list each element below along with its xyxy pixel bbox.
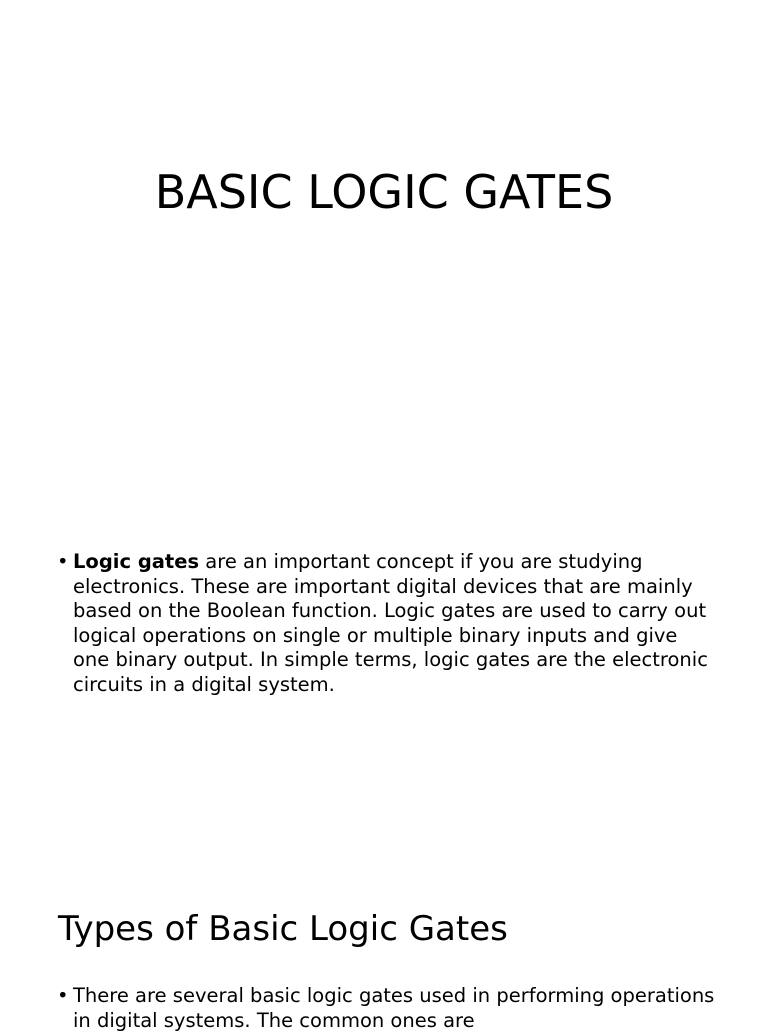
intro-paragraph: are an important concept if you are studying electronics. These are important digital devices that are mainly based on the Boolean function. Logic gates are used to carry out logical operations on single or multiple binary inputs and give one binary output. In simple terms, logic gates are the electronic circuits in a digital system. [73, 550, 708, 696]
types-paragraph: There are several basic logic gates used in performing operations in digital systems. The common ones are [73, 984, 715, 1032]
section-heading: Types of Basic Logic Gates [58, 909, 508, 949]
types-bullet-list [57, 984, 717, 1033]
bullet-icon: • [57, 550, 69, 573]
intro-bullet-list [57, 550, 717, 697]
slide-title: BASIC LOGIC GATES [154, 165, 614, 219]
list-item [57, 550, 717, 697]
bullet-icon: • [57, 984, 69, 1007]
logic-gates-term: Logic gates [73, 550, 200, 573]
list-item [57, 984, 717, 1033]
